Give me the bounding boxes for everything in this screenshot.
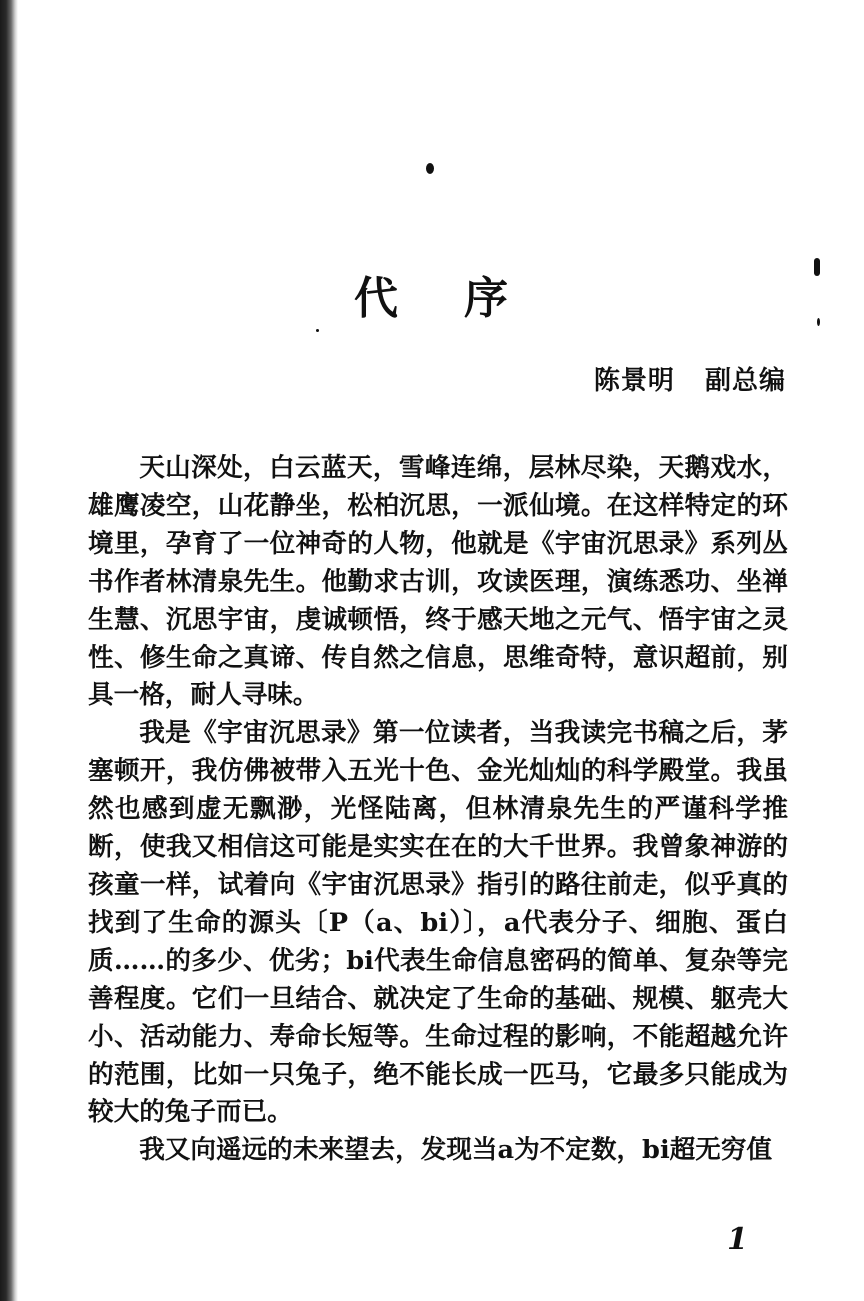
title-char-1: 代 bbox=[354, 273, 400, 324]
page-title bbox=[0, 262, 864, 326]
title-char-2: 序 bbox=[464, 273, 510, 324]
ink-speck bbox=[426, 163, 434, 174]
paragraph-2: 我是《宇宙沉思录》第一位读者，当我读完书稿之后，茅塞顿开，我仿佛被带入五光十色、金光灿灿的科学殿堂。我虽然也感到虚无飘渺，光怪陆离，但林清泉先生的严谨科学推断，使我又相信这可能是实实在在的大千世界。我曾象神游的孩童一样，试着向《宇宙沉思录》指引的路往前走，似乎真的找到了生命的源头〔P（a、bi）〕，a代表分子、细胞、蛋白质……的多少、优劣；bi代表生命信息密码的简单、复杂等完善程度。它们一旦结合、就决定了生命的基础、规模、躯壳大小、活动能力、寿命长短等。生命过程的影响，不能超越允许的范围，比如一只兔子，绝不能长成一匹马，它最多只能成为较大的兔子而已。 bbox=[88, 718, 788, 1128]
paragraph-1: 天山深处，白云蓝天，雪峰连绵，层林尽染，天鹅戏水，雄鹰凌空，山花静坐，松柏沉思，一派仙境。在这样特定的环境里，孕育了一位神奇的人物，他就是《宇宙沉思录》系列丛书作者林清泉先生。他勤求古训，攻读医理，演练悉功、坐禅生慧、沉思宇宙，虔诚顿悟，终于感天地之元气、悟宇宙之灵性、修生命之真谛、传自然之信息，思维奇特，意识超前，别具一格，耐人寻味。 bbox=[88, 453, 788, 711]
ink-speck bbox=[316, 329, 319, 332]
body-text bbox=[88, 450, 788, 1170]
scan-edge-shadow bbox=[0, 0, 18, 1301]
page-number: 1 bbox=[727, 1222, 748, 1257]
author-byline: 陈景明 副总编 bbox=[593, 366, 786, 396]
paragraph-3: 我又向遥远的未来望去，发现当a为不定数，bi超无穷值 bbox=[139, 1135, 773, 1166]
